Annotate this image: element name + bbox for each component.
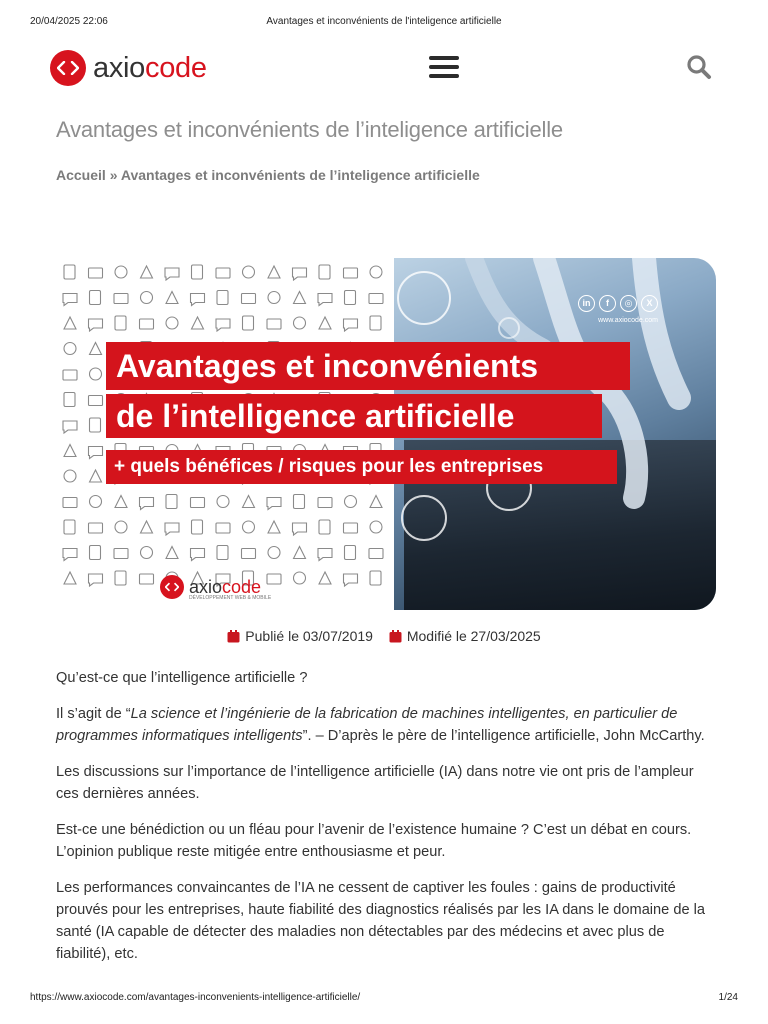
pattern-icon [64, 317, 76, 329]
pattern-icon [166, 317, 178, 329]
pattern-icon [268, 266, 280, 278]
pattern-icon [243, 316, 254, 330]
print-footer [30, 992, 738, 1006]
pattern-icon [267, 498, 281, 510]
pattern-icon [63, 294, 77, 306]
pattern-icon [216, 268, 230, 278]
pattern-icon [319, 572, 331, 584]
pattern-icon [90, 470, 102, 482]
pattern-icon [90, 368, 102, 380]
pattern-icon [191, 498, 205, 508]
logo-text: axiocode [93, 51, 207, 84]
pattern-icon [268, 292, 280, 304]
search-icon[interactable] [686, 54, 712, 80]
pattern-icon [319, 265, 330, 279]
print-header [30, 16, 738, 30]
pattern-icon [344, 268, 358, 278]
definition-paragraph: Il s’agit de “La science et l’ingénierie de la fabrication de machines intelligentes, en particulier de programmes informatiques intelligents”. – D’après le père de l’intelligence artificielle, John McCarthy. [56, 706, 705, 744]
instagram-icon: ◎ [620, 295, 637, 312]
hero-banner-line2: de l’intelligence artificielle [106, 394, 602, 438]
pattern-icon [344, 319, 358, 331]
pattern-icon [141, 266, 153, 278]
pattern-icon [268, 521, 280, 533]
published-date: Publié le 03/07/2019 [227, 628, 373, 644]
linkedin-icon: in [578, 295, 595, 312]
pattern-icon [294, 317, 306, 329]
paragraph: Est-ce une bénédiction ou un fléau pour l’avenir de l’existence humaine ? C’est un débat en cours. L’opinion publique reste mitigée entre enthousiasme et peur. [56, 822, 692, 860]
pattern-icon [141, 521, 153, 533]
pattern-icon [89, 396, 103, 406]
pattern-icon [370, 316, 381, 330]
print-datetime: 20/04/2025 22:06 [30, 16, 108, 27]
calendar-icon [389, 630, 402, 643]
modified-date: Modifié le 27/03/2025 [389, 628, 541, 644]
intro-question: Qu’est-ce que l’intelligence artificielle ? [56, 670, 308, 686]
x-icon: X [641, 295, 658, 312]
pattern-icon [165, 523, 179, 535]
pattern-icon [293, 268, 307, 280]
pattern-icon [166, 292, 178, 304]
pattern-icon [318, 498, 332, 508]
hero-image [56, 258, 716, 610]
pattern-icon [294, 547, 306, 559]
pattern-icon [318, 294, 332, 306]
pattern-icon [268, 547, 280, 559]
pattern-icon [243, 521, 255, 533]
pattern-icon [267, 319, 281, 329]
pattern-icon [64, 572, 76, 584]
pattern-icon [192, 520, 203, 534]
pattern-icon [89, 319, 103, 331]
print-url: https://www.axiocode.com/avantages-inconvenients-intelligence-artificielle/ [30, 992, 361, 1003]
pattern-icon [90, 496, 102, 508]
pattern-icon [345, 291, 356, 305]
social-icons [578, 295, 658, 312]
hero-banner-line1: Avantages et inconvénients [106, 342, 630, 390]
hero-logo [160, 575, 272, 601]
logo-mark-icon [50, 50, 86, 86]
pattern-icon [64, 265, 75, 279]
hero-logo-mark-icon [160, 575, 184, 599]
hero-site-url: www.axiocode.com [598, 317, 658, 324]
pattern-icon [90, 418, 101, 432]
hamburger-menu-icon[interactable] [429, 56, 459, 78]
hero-logo-text: axiocode [189, 576, 262, 597]
pattern-icon [63, 421, 77, 433]
hero-logo-tagline: DÉVELOPPEMENT WEB & MOBILE [189, 595, 272, 601]
pattern-icon [165, 268, 179, 280]
pattern-icon [217, 546, 228, 560]
pattern-icon [192, 317, 204, 329]
pattern-icon [217, 291, 228, 305]
article-content [56, 667, 716, 979]
pattern-icon [369, 294, 383, 304]
pattern-icon [191, 549, 205, 561]
print-page-number: 1/24 [718, 992, 738, 1003]
pattern-icon [140, 498, 154, 510]
breadcrumb-current: Avantages et inconvénients de l’inteligence artificielle [120, 167, 480, 183]
pattern-icon [141, 547, 153, 559]
pattern-icon [294, 495, 305, 509]
pattern-icon [140, 574, 154, 584]
breadcrumb-separator: » [105, 167, 121, 183]
pattern-icon [370, 266, 382, 278]
pattern-icon [63, 498, 77, 508]
pattern-icon [369, 549, 383, 559]
pattern-icon [64, 470, 76, 482]
pattern-icon [141, 292, 153, 304]
pattern-icon [319, 520, 330, 534]
pattern-icon [90, 291, 101, 305]
pattern-icon [344, 574, 358, 586]
pattern-icon [63, 549, 77, 561]
print-doc-title: Avantages et inconvénients de l'inteligence artificielle [266, 16, 502, 27]
pattern-icon [216, 319, 230, 331]
pattern-icon [294, 572, 306, 584]
paragraph: Les performances convaincantes de l’IA ne cessent de captiver les foules : gains de productivité prouvés pour les entreprises, haute fiabilité des diagnostics réalisés par les IA dans le domaine de la santé (IA capable de détecter des maladies non détectables par des médecins et avec plus de fiabilité), etc. [56, 880, 705, 962]
pattern-icon [64, 393, 75, 407]
pattern-icon [90, 546, 101, 560]
pattern-icon [115, 496, 127, 508]
pattern-icon [294, 292, 306, 304]
pattern-icon [114, 549, 128, 559]
pattern-icon [89, 574, 103, 586]
pattern-icon [370, 496, 382, 508]
pattern-icon [344, 523, 358, 533]
pattern-icon [166, 547, 178, 559]
pattern-icon [345, 496, 357, 508]
hero-banner-line3: + quels bénéfices / risques pour les entreprises [106, 450, 617, 484]
page-title: Avantages et inconvénients de l’inteligence artificielle [56, 117, 563, 142]
pattern-icon [115, 521, 127, 533]
pattern-icon [63, 370, 77, 380]
pattern-icon [114, 294, 128, 304]
pattern-icon [345, 546, 356, 560]
pattern-icon [370, 521, 382, 533]
pattern-icon [64, 445, 76, 457]
pattern-icon [89, 447, 103, 459]
pattern-icon [217, 496, 229, 508]
calendar-icon [227, 630, 240, 643]
pattern-icon [191, 294, 205, 306]
definition-quote: La science et l’ingénierie de la fabrication de machines intelligentes, en particulier de programmes informatiques intelligents [56, 706, 678, 744]
breadcrumb-home-link[interactable]: Accueil [56, 167, 106, 183]
pattern-icon [318, 549, 332, 561]
pattern-icon [140, 319, 154, 329]
pattern-icon [243, 266, 255, 278]
pattern-icon [243, 496, 255, 508]
pattern-icon [89, 268, 103, 278]
site-logo[interactable] [50, 50, 207, 86]
pattern-icon [115, 316, 126, 330]
pattern-icon [242, 294, 256, 304]
pattern-icon [89, 523, 103, 533]
pattern-icon [319, 317, 331, 329]
site-header [50, 48, 712, 88]
pattern-icon [64, 520, 75, 534]
paragraph: Les discussions sur l’importance de l’intelligence artificielle (IA) dans notre vie ont pris de l’ampleur ces dernières années. [56, 764, 694, 802]
pattern-icon [166, 495, 177, 509]
pattern-icon [267, 574, 281, 584]
post-meta [56, 628, 712, 646]
pattern-icon [242, 549, 256, 559]
breadcrumb [56, 167, 480, 183]
pattern-icon [370, 571, 381, 585]
pattern-icon [90, 343, 102, 355]
pattern-icon [293, 523, 307, 535]
pattern-icon [115, 266, 127, 278]
pattern-icon [115, 571, 126, 585]
pattern-icon [216, 523, 230, 533]
pattern-icon [64, 343, 76, 355]
pattern-icon [192, 265, 203, 279]
facebook-icon: f [599, 295, 616, 312]
